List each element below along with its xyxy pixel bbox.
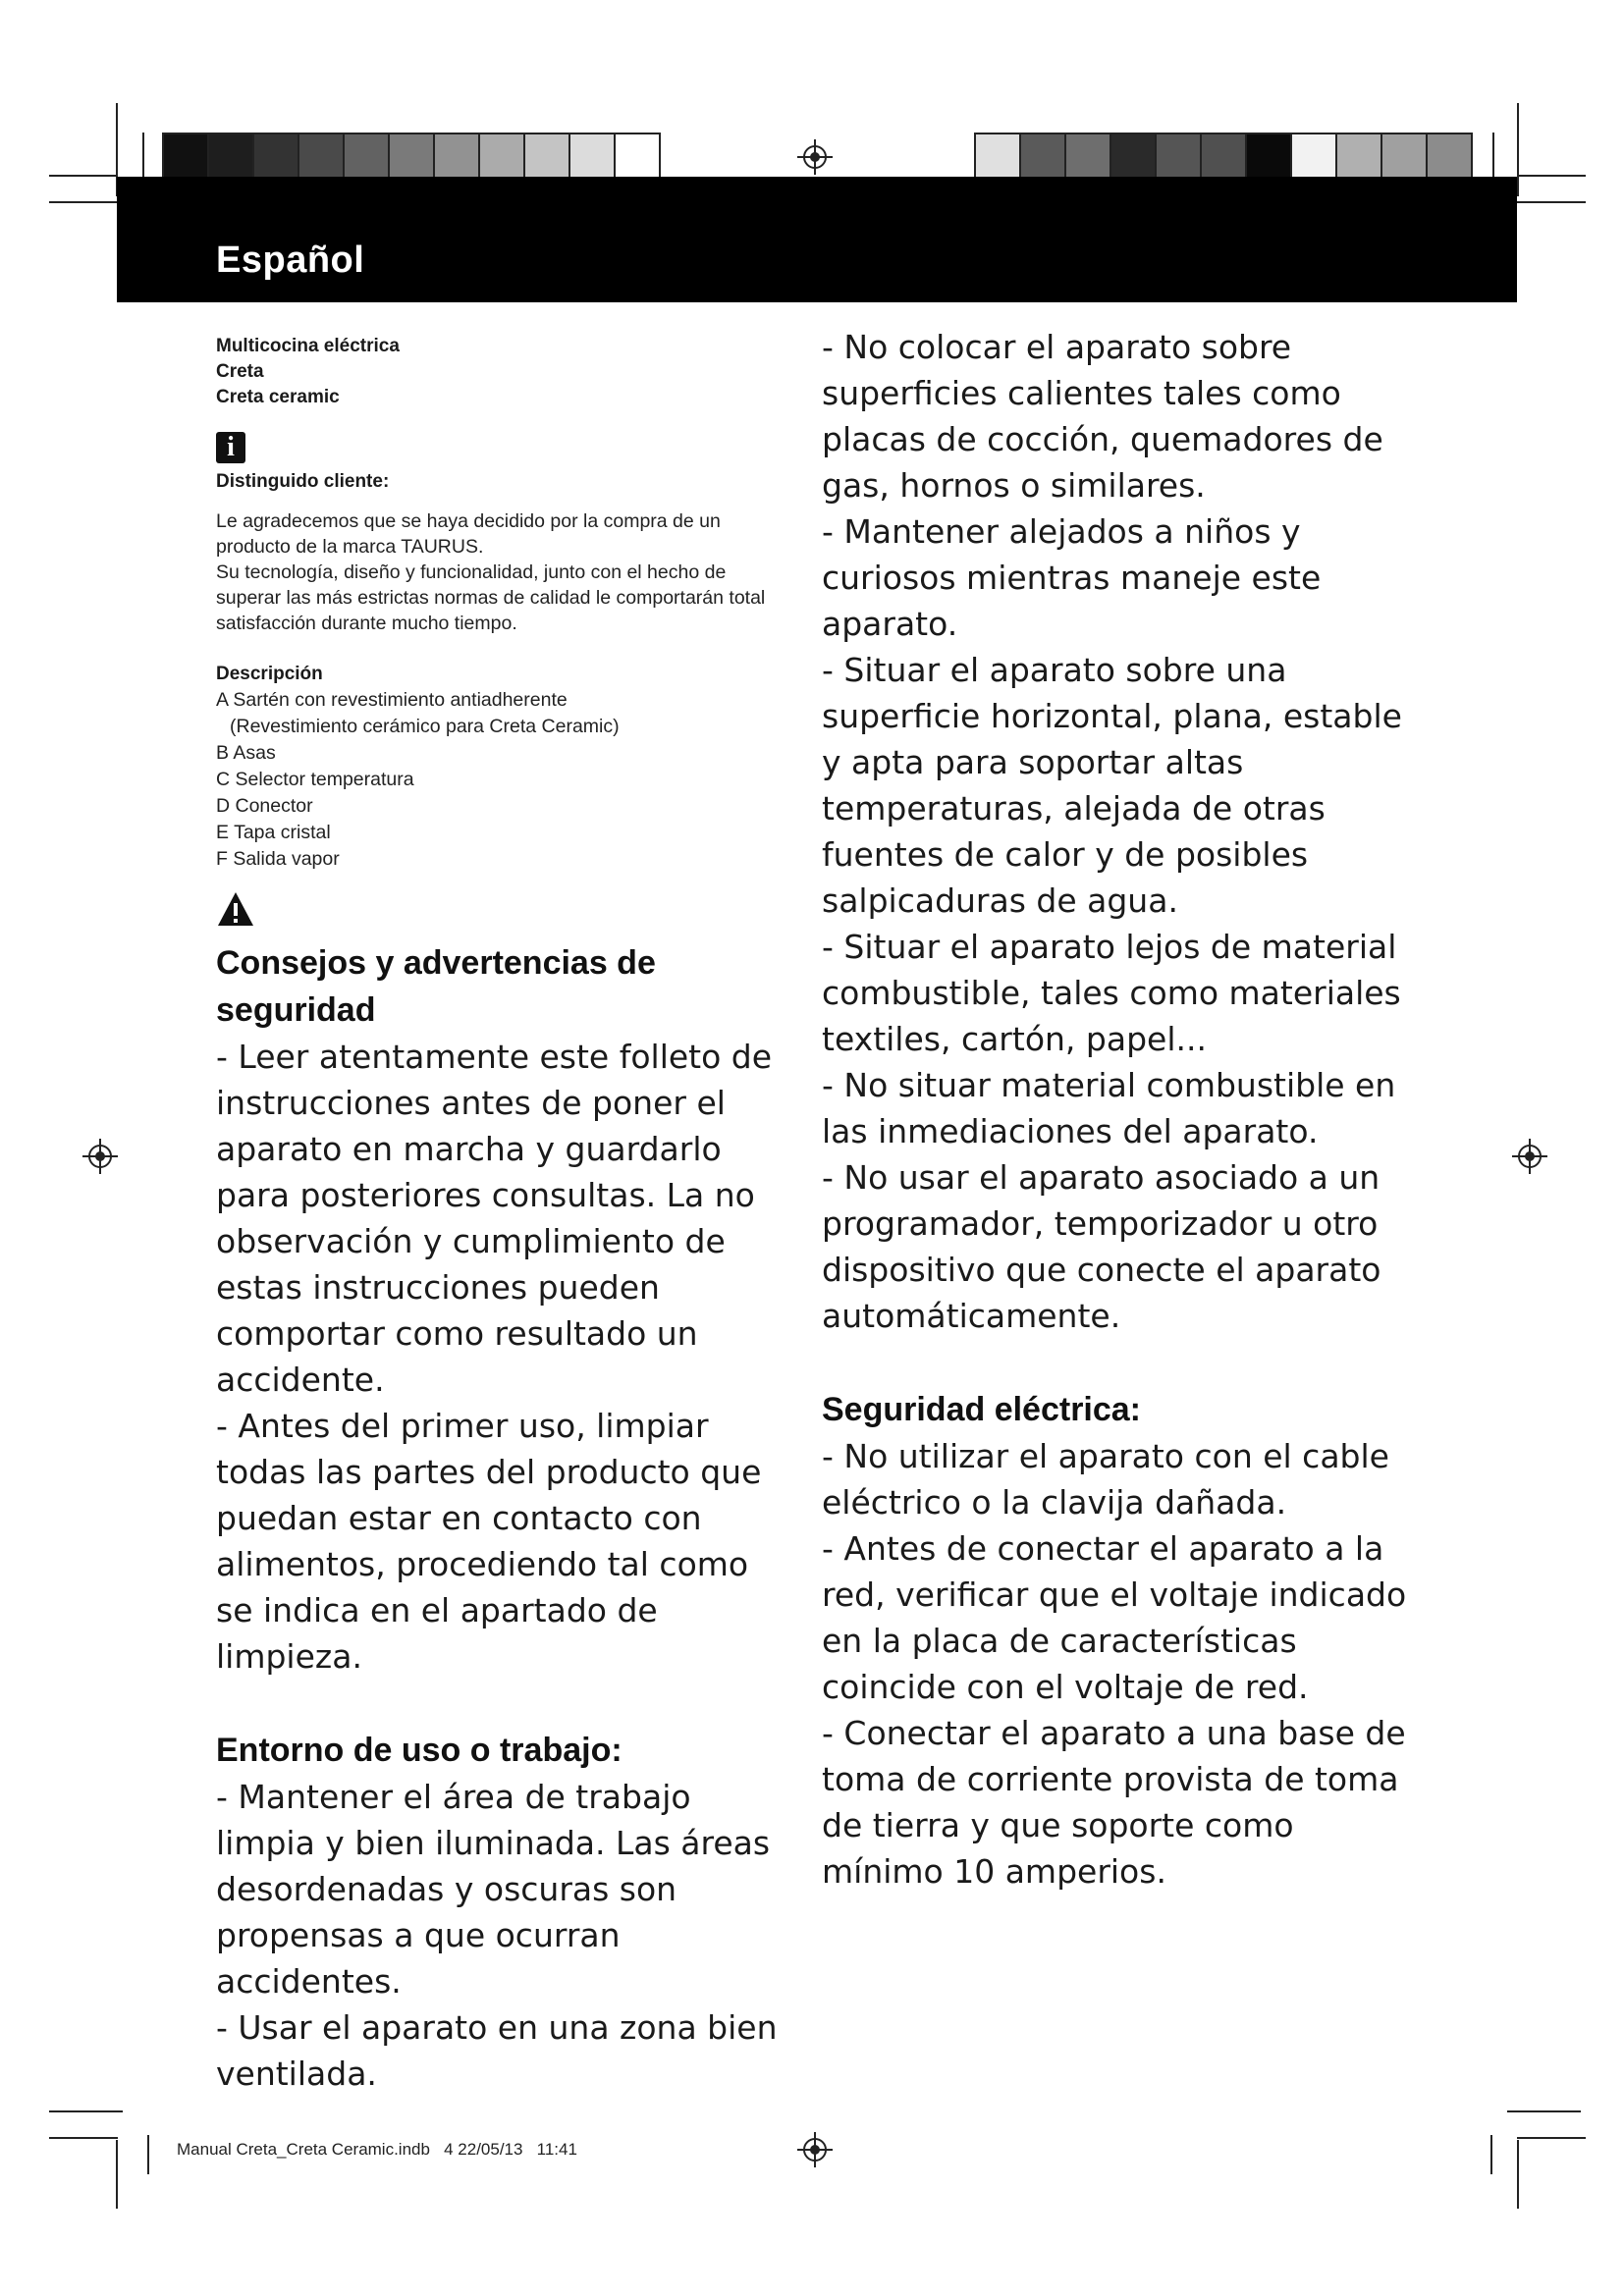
crop-mark — [1517, 201, 1586, 203]
color-swatch — [1202, 134, 1247, 180]
crop-mark — [142, 133, 144, 182]
safety-title: Consejos y advertencias de seguridad — [216, 944, 656, 1029]
crop-mark — [1517, 175, 1586, 177]
list-item: E Tapa cristal — [216, 822, 331, 843]
color-swatch — [1428, 134, 1471, 180]
crop-mark — [49, 2110, 123, 2112]
color-calibration-bar-right — [974, 133, 1473, 182]
crop-mark — [49, 201, 118, 203]
environment-paragraph: - No situar material combustible en las inmediaciones del aparato. — [822, 1066, 1396, 1150]
electrical-title: Seguridad eléctrica: — [822, 1391, 1142, 1428]
warning-icon — [216, 890, 255, 928]
electrical-paragraph: - No utilizar el aparato con el cable eléctrico o la clavija dañada. — [822, 1437, 1389, 1522]
product-model: Creta ceramic — [216, 387, 340, 407]
info-icon: i — [216, 432, 245, 463]
color-swatch — [1292, 134, 1337, 180]
color-swatch — [976, 134, 1021, 180]
color-swatch — [164, 134, 209, 180]
greeting-title: Distinguido cliente: — [216, 471, 390, 492]
description-title: Descripción — [216, 664, 323, 684]
right-column — [822, 324, 1411, 1895]
print-file-info: Manual Creta_Creta Ceramic.indb 4 22/05/13 11:41 — [177, 2140, 577, 2159]
registration-mark-icon — [797, 2132, 833, 2167]
product-name: Multicocina eléctrica — [216, 336, 400, 356]
color-swatch — [390, 134, 435, 180]
color-swatch — [616, 134, 659, 180]
color-swatch — [345, 134, 390, 180]
electrical-paragraph: - Antes de conectar el aparato a la red, verificar que el voltaje indicado en la placa de características coincide con el voltaje de red. — [822, 1529, 1407, 1706]
environment-paragraph: - No usar el aparato asociado a un programador, temporizador u otro dispositivo que conecte el aparato automáticamente. — [822, 1158, 1381, 1335]
color-swatch — [254, 134, 299, 180]
environment-paragraph: - Mantener alejados a niños y curiosos mientras maneje este aparato. — [822, 512, 1322, 643]
electrical-paragraph: - Conectar el aparato a una base de toma de corriente provista de toma de tierra y que soporte como mínimo 10 amperios. — [822, 1714, 1406, 1891]
color-swatch — [299, 134, 345, 180]
product-model: Creta — [216, 361, 264, 382]
left-column — [216, 334, 785, 2097]
crop-mark — [1517, 2137, 1586, 2139]
list-item: D Conector — [216, 795, 313, 817]
color-swatch — [1337, 134, 1382, 180]
crop-mark — [147, 2135, 149, 2174]
color-swatch — [525, 134, 570, 180]
color-swatch — [1157, 134, 1202, 180]
color-swatch — [1111, 134, 1157, 180]
crop-mark — [1492, 133, 1494, 182]
crop-mark — [49, 2137, 118, 2139]
color-swatch — [435, 134, 480, 180]
color-swatch — [1021, 134, 1066, 180]
color-swatch — [1382, 134, 1428, 180]
safety-paragraph: - Antes del primer uso, limpiar todas las partes del producto que puedan estar en contacto con alimentos, procediendo tal como se indica en el apartado de limpieza. — [216, 1407, 762, 1676]
environment-paragraph: - Usar el aparato en una zona bien ventilada. — [216, 2008, 778, 2093]
crop-mark — [116, 2140, 118, 2209]
crop-mark — [1507, 2110, 1581, 2112]
environment-paragraph: - Situar el aparato lejos de material combustible, tales como materiales textiles, cartón, papel... — [822, 928, 1401, 1058]
environment-paragraph: - Situar el aparato sobre una superficie horizontal, plana, estable y apta para soportar altas temperaturas, alejada de otras fuentes de calor y de posibles salpicaduras de agua. — [822, 651, 1402, 920]
crop-mark — [1490, 2135, 1492, 2174]
description-list — [216, 687, 785, 873]
list-item: F Salida vapor — [216, 848, 340, 870]
list-item: C Selector temperatura — [216, 769, 414, 790]
crop-mark — [1517, 103, 1519, 196]
environment-paragraph: - Mantener el área de trabajo limpia y bien iluminada. Las áreas desordenadas y oscuras son propensas a que ocurran accidentes. — [216, 1778, 771, 2001]
crop-mark — [1517, 2140, 1519, 2209]
language-title: Español — [216, 240, 365, 281]
environment-paragraph: - No colocar el aparato sobre superficies calientes tales como placas de cocción, quemadores de gas, hornos o similares. — [822, 328, 1383, 505]
color-swatch — [570, 134, 616, 180]
color-swatch — [1066, 134, 1111, 180]
list-item: B Asas — [216, 742, 276, 764]
registration-mark-icon — [797, 139, 833, 175]
safety-paragraph: - Leer atentamente este folleto de instrucciones antes de poner el aparato en marcha y guardarlo para posteriores consultas. La no observación y cumplimiento de estas instrucciones pueden comportar como resultado un accidente. — [216, 1038, 773, 1399]
greeting-paragraph: Le agradecemos que se haya decidido por la compra de un producto de la marca TAURUS. — [216, 510, 721, 558]
color-swatch — [1247, 134, 1292, 180]
color-calibration-bar-left — [162, 133, 661, 182]
crop-mark — [49, 175, 118, 177]
registration-mark-icon — [82, 1139, 118, 1174]
list-item: A Sartén con revestimiento antiadherente — [216, 689, 568, 711]
list-item: (Revestimiento cerámico para Creta Ceramic) — [230, 716, 620, 737]
color-swatch — [209, 134, 254, 180]
environment-title: Entorno de uso o trabajo: — [216, 1732, 623, 1769]
color-swatch — [480, 134, 525, 180]
greeting-paragraph: Su tecnología, diseño y funcionalidad, junto con el hecho de superar las más estrictas normas de calidad le comportarán total satisfacción durante mucho tiempo. — [216, 561, 766, 634]
registration-mark-icon — [1512, 1139, 1547, 1174]
